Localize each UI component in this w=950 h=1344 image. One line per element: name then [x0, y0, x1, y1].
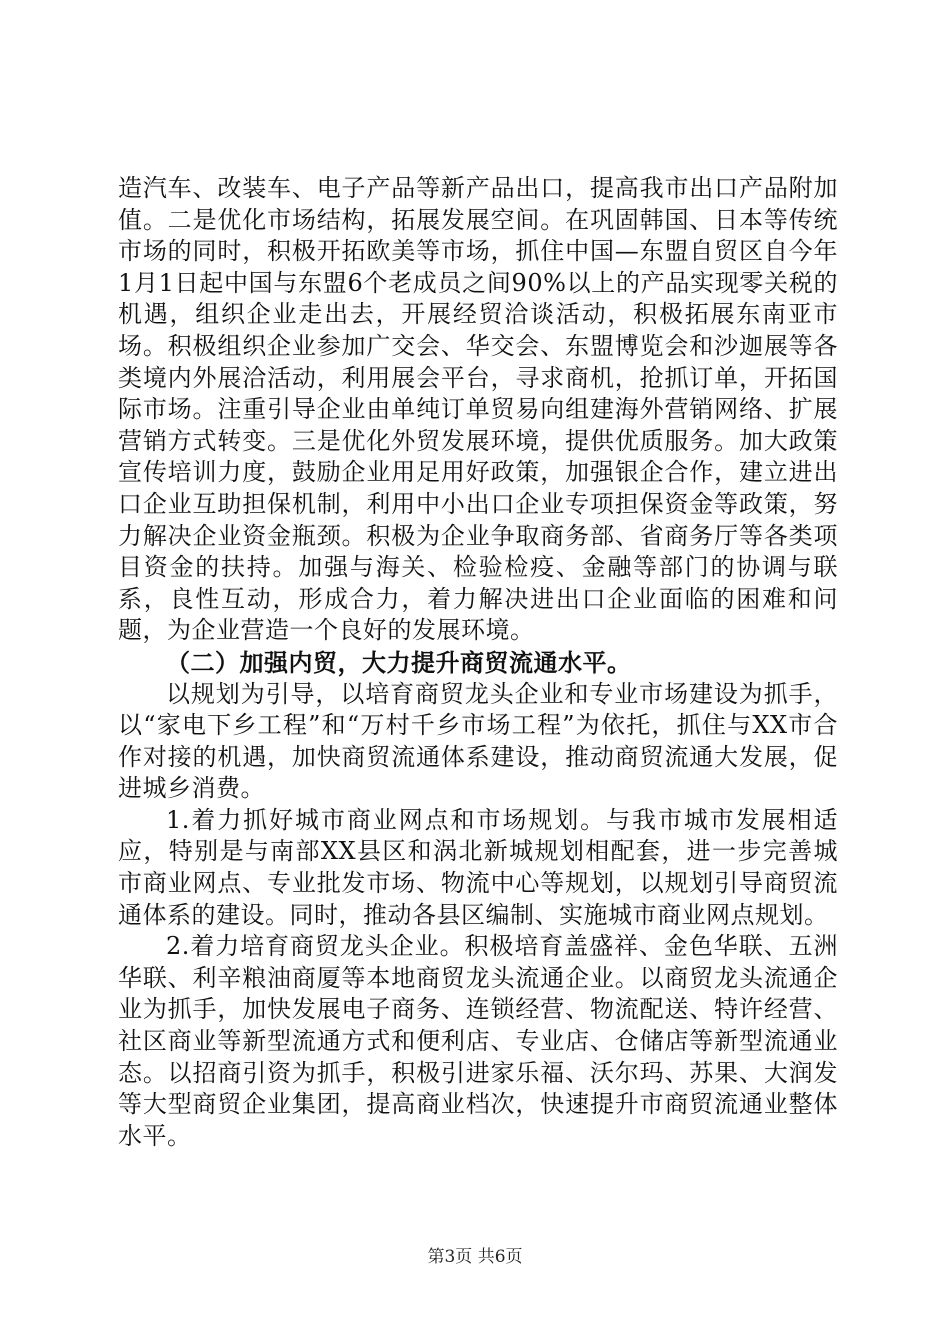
page-body [118, 173, 838, 1152]
paragraph-foreign-trade-continued: 造汽车、改装车、电子产品等新产品出口，提高我市出口产品附加值。二是优化市场结构，拓展发展空间。在巩固韩国、日本等传统市场的同时，积极开拓欧美等市场，抓住中国—东盟自贸区自今年1月1日起中国与东盟6个老成员之间90%以上的产品实现零关税的机遇，组织企业走出去，开展经贸洽谈活动，积极拓展东南亚市场。积极组织企业参加广交会、华交会、东盟博览会和沙迦展等各类境内外展洽活动，利用展会平台，寻求商机，抢抓订单，开拓国际市场。注重引导企业由单纯订单贸易向组建海外营销网络、扩展营销方式转变。三是优化外贸发展环境，提供优质服务。加大政策宣传培训力度，鼓励企业用足用好政策，加强银企合作，建立进出口企业互助担保机制，利用中小出口企业专项担保资金等政策，努力解决企业资金瓶颈。积极为企业争取商务部、省商务厅等各类项目资金的扶持。加强与海关、检验检疫、金融等部门的协调与联系，良性互动，形成合力，着力解决进出口企业面临的困难和问题，为企业营造一个良好的发展环境。 [118, 174, 838, 645]
paragraph-item-1-commercial-planning: 1.着力抓好城市商业网点和市场规划。与我市城市发展相适应，特别是与南部XX县区和涡北新城规划相配套，进一步完善城市商业网点、专业批发市场、物流中心等规划，以规划引导商贸流通体系的建设。同时，推动各县区编制、实施城市商业网点规划。 [118, 805, 838, 929]
paragraph-domestic-trade-intro: 以规划为引导，以培育商贸龙头企业和专业市场建设为抓手，以“家电下乡工程”和“万村千乡市场工程”为依托，抓住与XX市合作对接的机遇，加快商贸流通体系建设，推动商贸流通大发展，促进城乡消费。 [118, 679, 838, 803]
section-heading-domestic-trade: （二）加强内贸，大力提升商贸流通水平。 [166, 647, 632, 677]
paragraph-item-2-leading-enterprises: 2.着力培育商贸龙头企业。积极培育盖盛祥、金色华联、五洲华联、利辛粮油商厦等本地商贸龙头流通企业。以商贸龙头流通企业为抓手，加快发展电子商务、连锁经营、物流配送、特许经营、社区商业等新型流通方式和便利店、专业店、仓储店等新型流通业态。以招商引资为抓手，积极引进家乐福、沃尔玛、苏果、大润发等大型商贸企业集团，提高商业档次，快速提升市商贸流通业整体水平。 [118, 932, 838, 1150]
page-number-footer: 第3页 共6页 [427, 1247, 523, 1267]
